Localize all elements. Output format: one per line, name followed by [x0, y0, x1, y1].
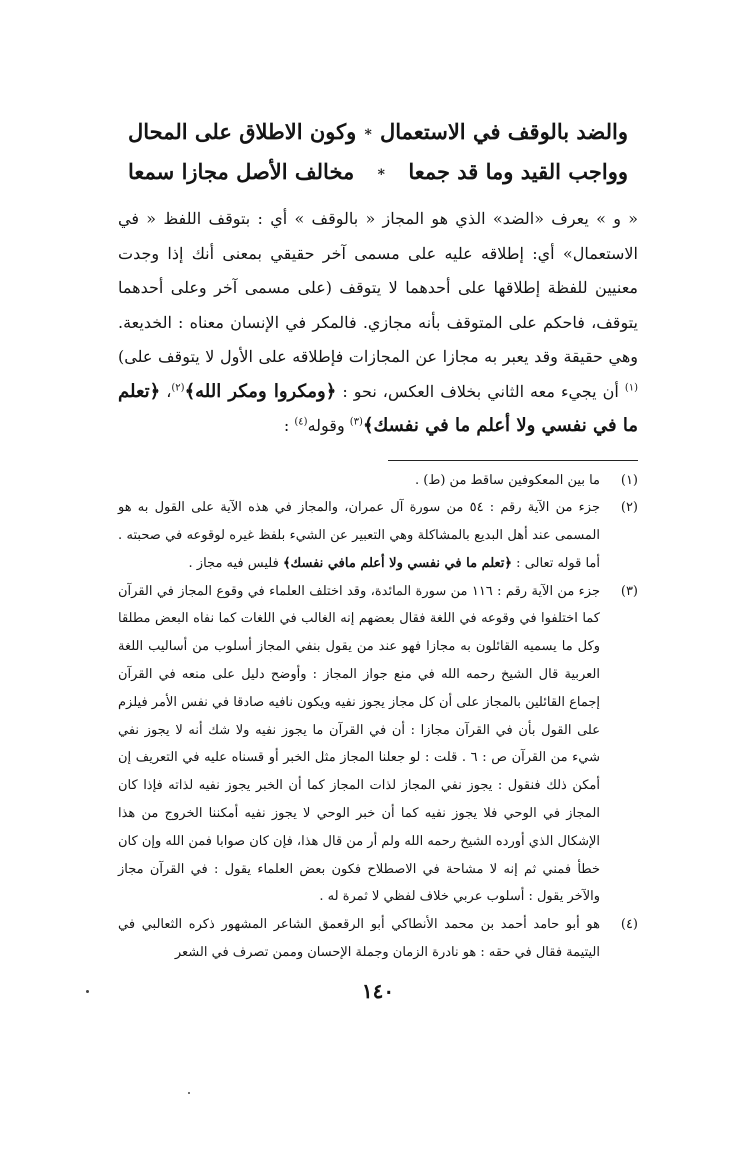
footnote-number: (١) [620, 472, 638, 488]
footnote-number: (٤) [620, 917, 638, 933]
footnote-text: ما بين المعكوفين ساقط من (ط) . [414, 472, 600, 488]
footnote-4 [118, 911, 638, 967]
footnote-3 [118, 578, 638, 912]
commentary-text-part: وقوله [307, 416, 350, 435]
footnote-2 [118, 494, 638, 577]
verse-block [128, 112, 628, 192]
footnote-ref-3[interactable]: (٣) [349, 416, 363, 428]
page-number: ١٤٠ [361, 978, 395, 1003]
commentary-text-part: : [283, 416, 295, 435]
footnote-quran-quote: ﴿تعلم ما في نفسي ولا أعلم مافي نفسك﴾ [282, 555, 513, 571]
footnote-ref-4[interactable]: (٤) [294, 416, 308, 428]
commentary-paragraph [118, 202, 638, 444]
scan-speck [86, 990, 89, 993]
footnote-text: هو أبو حامد أحمد بن محمد الأنطاكي أبو الرقعمق الشاعر المشهور ذكره الثعالبي في اليتيمة فقال في حقه : هو نادرة الزمان وجملة الإحسان وممن تصرف في الشعر [118, 917, 600, 961]
footnotes-section [118, 467, 638, 967]
footnote-number: (٢) [620, 500, 638, 516]
footnote-number: (٣) [620, 583, 638, 599]
quran-quote-1: ﴿ومكروا ومكر الله﴾ [184, 380, 337, 402]
hemistich-separator: * [364, 127, 372, 143]
footnote-text-part: جزء من الآية رقم : ٥٤ من سورة آل عمران، والمجاز في هذه الآية على القول به هو المسمى عند أهل البديع بالمشاكلة وهي التعبير عن الشيء بلفظ غيره لوقوعه في صحبته . أما قوله تعالى : [118, 500, 600, 571]
commentary-text-part: « و » يعرف «الضد» الذي هو المجاز « بالوقف » أي : بتوقف اللفظ « في الاستعمال» أي: إطلاقه عليه على مسمى آخر حقيقي بمعنى أنك إذا وجدت معنيين للفظة إطلاقها على أحدهما لا يتوقف (على مسمى آخر وعلى أحدهما يتوقف، فاحكم على المتوقف بأنه مجازي. فالمكر في الإنسان معناه : الخديعة. وهي حقيقة وقد يعبر به مجازا عن المجازات فإطلاقه على الأول لا يتوقف على) [118, 209, 638, 366]
verse-line-1-second-hemistich: وكون الاطلاق على المحال [128, 119, 357, 144]
footnote-text [118, 494, 600, 577]
verse-line-2-second-hemistich: مخالف الأصل مجازا سمعا [128, 159, 355, 184]
verse-line-1 [128, 112, 628, 152]
text-column [118, 112, 638, 1003]
commentary-text-part: ، [160, 381, 172, 401]
footnote-separator-line [388, 460, 638, 461]
footnote-text: جزء من الآية رقم : ١١٦ من سورة المائدة، وقد اختلف العلماء في وقوع المجاز في القرآن كما اختلفوا في وقوعه في اللغة فقال بعضهم إنه الغالب في اللغات كما نفاه البعض مطلقا وكل ما يسميه القائلون به مجازا فهو عند من يقول بنفي المجاز أسلوب من أساليب اللغة العربية قال الشيخ رحمه الله في منع جواز المجاز : وأوضح دليل على منعه في القرآن إجماع القائلين بالمجاز على أن كل مجاز يجوز نفيه ويكون نافيه صادقا في نفس الأمر فيلزم على القول بأن في القرآن مجازا : أن في القرآن ما يجوز نفيه ولا شك أنه لا يجوز نفي شيء من القرآن ص : ٦ . قلت : لو جعلنا المجاز مثل الخبر أو قسناه عليه في التعريف إن أمكن ذلك فنقول : يجوز نفي المجاز لذات المجاز كما أن الخبر يجوز نفيه لذاته فإذا كان المجاز في الوحي فلا يجوز نفيه كما أن خبر الوحي لا يجوز نفيه أمكننا الخروج من هذا الإشكال الذي أورده الشيخ رحمه الله ولم أر من قال هذا، فإن كان صوابا فمن الله وإن كان خطأ فمني ثم إنه لا مشاحة في الاصطلاح فكون بعض العلماء يقول : في القرآن مجاز والآخر يقول : أسلوب عربي خلاف لفظي لا ثمرة له . [118, 583, 600, 905]
commentary-text-part: أن يجيء معه الثاني بخلاف العكس، نحو : [336, 381, 625, 401]
verse-line-2-first-hemistich: وواجب القيد وما قد جمعا [408, 159, 628, 184]
scan-speck [188, 1092, 190, 1094]
verse-line-1-first-hemistich: والضد بالوقف في الاستعمال [379, 119, 628, 144]
footnote-text-part: فليس فيه مجاز . [188, 555, 283, 571]
footnote-1 [118, 467, 638, 495]
hemistich-separator: * [377, 167, 385, 183]
verse-line-2 [128, 152, 628, 192]
quran-quote-2: ﴿تعلم ما في نفسي ولا أعلم ما في نفسك﴾ [118, 380, 638, 436]
footnote-ref-1[interactable]: (١) [624, 382, 639, 394]
footnote-ref-2[interactable]: (٢) [171, 382, 185, 394]
